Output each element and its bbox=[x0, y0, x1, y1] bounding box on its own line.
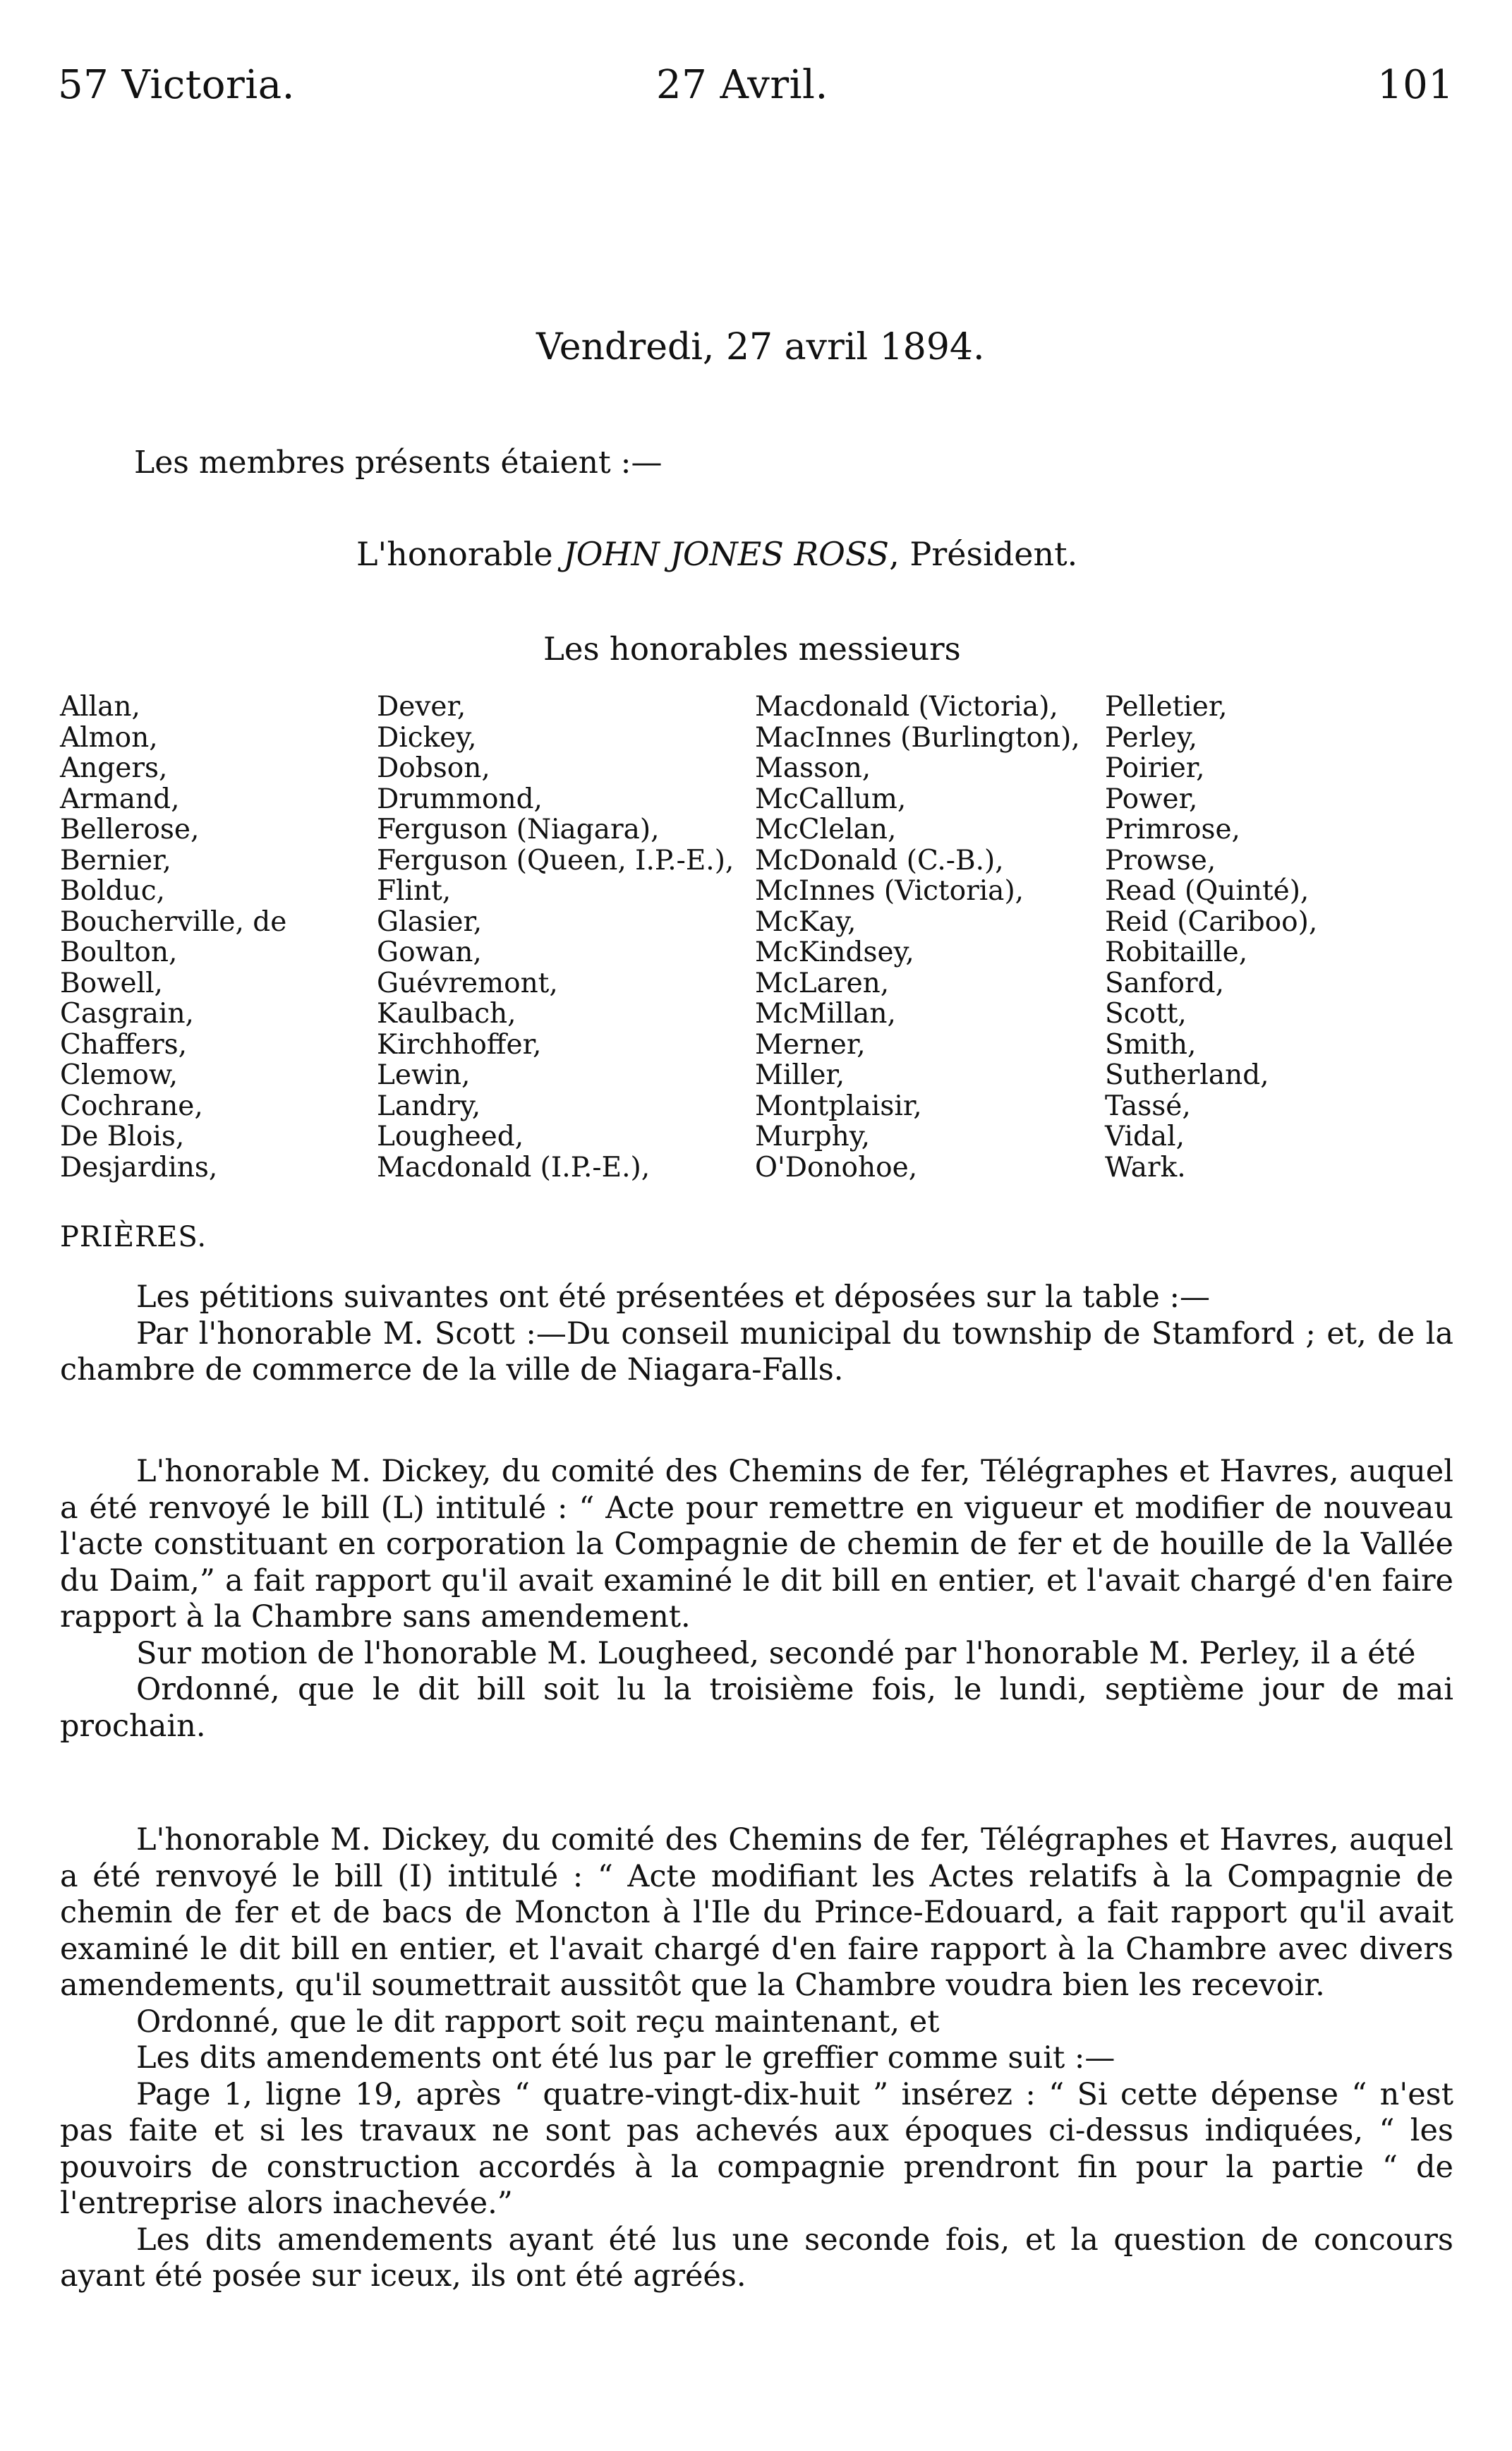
report-l-order: Ordonné, que le dit bill soit lu la troisième fois, le lundi, septième jour de mai prochain. bbox=[60, 1672, 1453, 1744]
member-name: McDonald (C.-B.), bbox=[755, 844, 1004, 877]
report-bill-l bbox=[60, 1454, 1453, 1745]
member-name: Kaulbach, bbox=[377, 998, 516, 1030]
report-i-order: Ordonné, que le dit rapport soit reçu maintenant, et bbox=[136, 2004, 940, 2040]
member-name: McKay, bbox=[755, 905, 857, 938]
member-name: Bellerose, bbox=[60, 814, 200, 845]
member-name: Pelletier, bbox=[1105, 691, 1228, 723]
member-name: Ferguson (Queen, I.P.-E.), bbox=[377, 844, 734, 877]
president-suffix: , Président. bbox=[889, 535, 1078, 573]
members-column-4 bbox=[1105, 692, 1317, 1183]
member-name: Flint, bbox=[377, 875, 452, 907]
member-name: Power, bbox=[1105, 783, 1198, 815]
member-name: MacInnes (Burlington), bbox=[755, 721, 1080, 754]
member-name: Lewin, bbox=[377, 1059, 471, 1091]
petitions-intro: Les pétitions suivantes ont été présentées et déposées sur la table :— bbox=[136, 1279, 1211, 1315]
member-name: Boulton, bbox=[60, 937, 178, 968]
member-name: Boucherville, de bbox=[60, 905, 287, 938]
member-name: Almon, bbox=[60, 721, 158, 754]
member-name: Macdonald (I.P.-E.), bbox=[377, 1151, 651, 1184]
member-name: Casgrain, bbox=[60, 998, 194, 1030]
member-name: Tassé, bbox=[1105, 1090, 1191, 1122]
member-name: Cochrane, bbox=[60, 1090, 203, 1122]
member-name: Landry, bbox=[377, 1090, 481, 1122]
members-intro: Les membres présents étaient :— bbox=[134, 445, 663, 481]
member-name: Scott, bbox=[1105, 998, 1187, 1030]
member-name: Dever, bbox=[377, 691, 466, 723]
president-line bbox=[356, 535, 1077, 573]
member-name: Masson, bbox=[755, 752, 871, 784]
member-name: Chaffers, bbox=[60, 1028, 188, 1061]
member-name: Drummond, bbox=[377, 783, 543, 815]
member-name: Lougheed, bbox=[377, 1121, 524, 1152]
member-name: Vidal, bbox=[1105, 1121, 1185, 1152]
running-header-date: 27 Avril. bbox=[656, 62, 828, 108]
member-name: McKindsey, bbox=[755, 937, 914, 968]
prieres-heading: PRIÈRES. bbox=[60, 1221, 207, 1253]
member-name: Robitaille, bbox=[1105, 937, 1248, 968]
member-name: Dobson, bbox=[377, 752, 490, 784]
running-header-left: 57 Victoria. bbox=[58, 62, 295, 108]
member-name: Kirchhoffer, bbox=[377, 1028, 542, 1061]
member-name: Read (Quinté), bbox=[1105, 875, 1310, 907]
member-name: Miller, bbox=[755, 1059, 845, 1091]
member-name: Primrose, bbox=[1105, 814, 1240, 845]
member-name: Macdonald (Victoria), bbox=[755, 691, 1058, 723]
member-name: Smith, bbox=[1105, 1028, 1197, 1061]
members-column-2 bbox=[377, 692, 734, 1183]
member-name: McMillan, bbox=[755, 998, 896, 1030]
report-bill-i bbox=[60, 1822, 1453, 2295]
member-name: Allan, bbox=[60, 691, 140, 723]
member-name: Sanford, bbox=[1105, 967, 1225, 999]
member-name: Murphy, bbox=[755, 1121, 871, 1152]
member-name: Gowan, bbox=[377, 937, 482, 968]
members-column-3 bbox=[755, 692, 1080, 1183]
member-name: Sutherland, bbox=[1105, 1059, 1269, 1091]
petitions-section bbox=[60, 1279, 1453, 1389]
president-name: JOHN JONES ROSS bbox=[563, 535, 890, 573]
member-name: Ferguson (Niagara), bbox=[377, 814, 660, 845]
petition-scott: Par l'honorable M. Scott :—Du conseil municipal du township de Stamford ; et, de la chambre de commerce de la ville de Niagara-Falls. bbox=[60, 1315, 1453, 1387]
report-i-body: L'honorable M. Dickey, du comité des Chemins de fer, Télégraphes et Havres, auquel a été renvoyé le bill (I) intitulé : “ Acte modifiant les Actes relatifs à la Compagnie de chemin de fer et de bacs de Moncton à l'Ile du Prince-Edouard, a fait rapport qu'il avait examiné le dit bill en entier, et l'avait chargé d'en faire rapport à la Chambre avec divers amendements, qu'il soumettrait aussitôt que la Chambre voudra bien les recevoir. bbox=[60, 1822, 1453, 2003]
member-name: Wark. bbox=[1105, 1151, 1186, 1184]
member-name: Bernier, bbox=[60, 844, 171, 877]
report-l-motion: Sur motion de l'honorable M. Lougheed, secondé par l'honorable M. Perley, il a été bbox=[136, 1635, 1416, 1671]
member-name: McLaren, bbox=[755, 967, 890, 999]
member-name: Poirier, bbox=[1105, 752, 1205, 784]
member-name: Desjardins, bbox=[60, 1151, 218, 1184]
report-i-amendment: Page 1, ligne 19, après “ quatre-vingt-dix-huit ” insérez : “ Si cette dépense “ n'est pas faite et si les travaux ne sont pas achevés aux époques ci-dessus indiquées, “ les pouvoirs de construction accordés à la compagnie prendront fin pour la partie “ de l'entreprise alors inachevée.” bbox=[60, 2076, 1453, 2221]
member-name: Clemow, bbox=[60, 1059, 179, 1091]
member-name: Bowell, bbox=[60, 967, 163, 999]
member-name: Prowse, bbox=[1105, 844, 1216, 877]
messieurs-heading: Les honorables messieurs bbox=[543, 630, 961, 668]
member-name: McInnes (Victoria), bbox=[755, 875, 1024, 907]
member-name: Reid (Cariboo), bbox=[1105, 905, 1318, 938]
member-name: Armand, bbox=[60, 783, 180, 815]
member-name: De Blois, bbox=[60, 1121, 185, 1152]
member-name: Perley, bbox=[1105, 721, 1198, 754]
member-name: Montplaisir, bbox=[755, 1090, 922, 1122]
president-prefix: L'honorable bbox=[356, 535, 564, 573]
sitting-date: Vendredi, 27 avril 1894. bbox=[536, 326, 985, 368]
member-name: Glasier, bbox=[377, 905, 483, 938]
member-name: McCallum, bbox=[755, 783, 907, 815]
member-name: Guévremont, bbox=[377, 967, 558, 999]
report-i-concur: Les dits amendements ayant été lus une seconde fois, et la question de concours ayant été posée sur iceux, ils ont été agréés. bbox=[60, 2222, 1453, 2294]
member-name: McClelan, bbox=[755, 814, 897, 845]
member-name: Bolduc, bbox=[60, 875, 165, 907]
report-l-body: L'honorable M. Dickey, du comité des Chemins de fer, Télégraphes et Havres, auquel a été renvoyé le bill (L) intitulé : “ Acte pour remettre en vigueur et modifier de nouveau l'acte constituant en corporation la Compagnie de chemin de fer et de houille de la Vallée du Daim,” a fait rapport qu'il avait examiné le dit bill en entier, et l'avait chargé d'en faire rapport à la Chambre sans amendement. bbox=[60, 1454, 1453, 1634]
member-name: Dickey, bbox=[377, 721, 477, 754]
member-name: Merner, bbox=[755, 1028, 866, 1061]
page-number: 101 bbox=[1377, 62, 1454, 108]
member-name: O'Donohoe, bbox=[755, 1151, 918, 1184]
members-column-1 bbox=[60, 692, 286, 1183]
member-name: Angers, bbox=[60, 752, 168, 784]
report-i-read: Les dits amendements ont été lus par le greffier comme suit :— bbox=[136, 2040, 1115, 2076]
